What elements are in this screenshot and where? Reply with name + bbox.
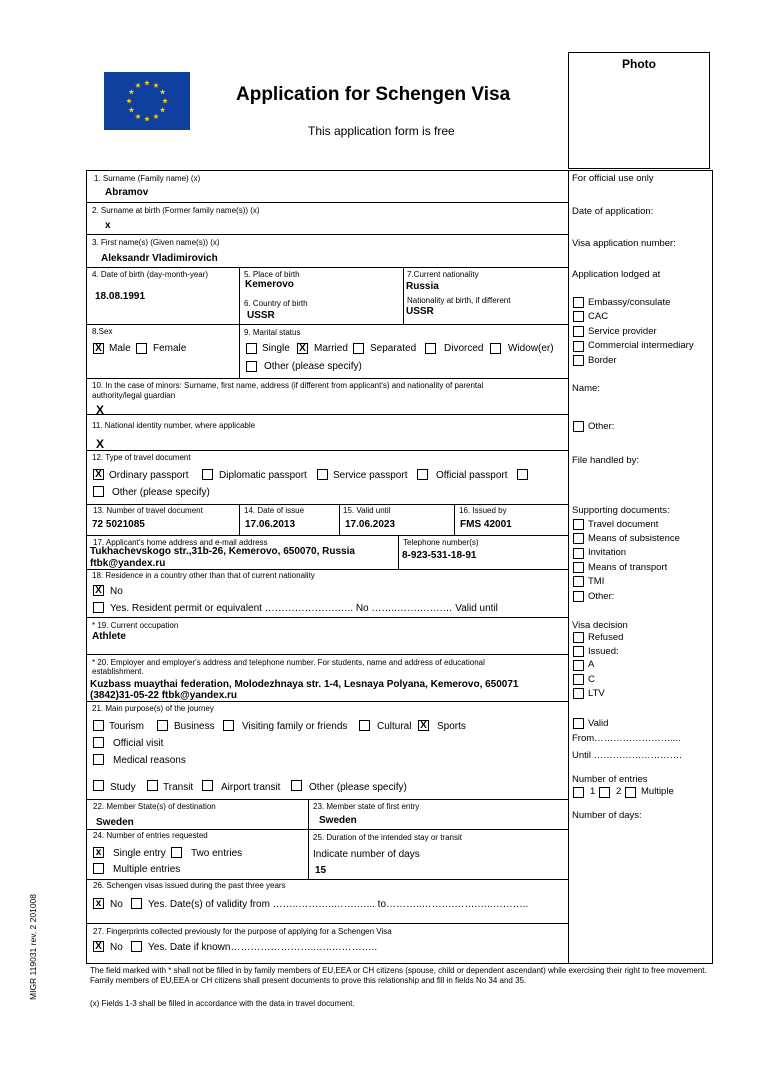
doc-official-extra-checkbox[interactable] <box>517 469 528 480</box>
eu-flag <box>104 72 190 130</box>
application-form <box>86 170 713 964</box>
official-commercial: Commercial intermediary <box>588 340 694 351</box>
official-c: C <box>588 674 595 685</box>
doc-official-checkbox[interactable] <box>417 469 428 480</box>
employer-value-1[interactable]: Kuzbass muaythai federation, Molodezhnaya str. 1-4, Lesnaya Polyana, Kemerovo, 650071 <box>90 679 519 690</box>
doc-other-checkbox[interactable] <box>93 486 104 497</box>
purpose-study-label: Study <box>110 782 136 793</box>
sex-male-label: Male <box>109 343 131 354</box>
residence-no-checkbox[interactable]: X <box>93 585 104 596</box>
purpose-cultural-checkbox[interactable] <box>359 720 370 731</box>
official-subsistence: Means of subsistence <box>588 533 680 544</box>
doc-official-label: Official passport <box>436 470 508 481</box>
doc-number-value[interactable]: 72 5021085 <box>92 519 145 530</box>
sex-female-label: Female <box>153 343 187 354</box>
national-id-value[interactable]: X <box>96 437 105 451</box>
sex-male-checkbox[interactable]: X <box>93 343 104 354</box>
marital-single-label: Single <box>262 343 290 354</box>
valid-until-label: 15. Valid until <box>343 506 391 515</box>
official-until: Until ………………………. <box>572 750 682 761</box>
entries-multiple-checkbox[interactable] <box>93 863 104 874</box>
official-date-of-application: Date of application: <box>572 206 654 217</box>
past-visas-no-checkbox[interactable]: x <box>93 898 104 909</box>
purpose-tourism-label: Tourism <box>109 721 145 732</box>
official-embassy-checkbox[interactable] <box>573 297 584 308</box>
purpose-transit-checkbox[interactable] <box>147 780 158 791</box>
fingerprints-yes-checkbox[interactable] <box>131 941 142 952</box>
official-commercial-checkbox[interactable] <box>573 341 584 352</box>
official-days: Number of days: <box>572 810 642 821</box>
entries-single-label: Single entry <box>113 848 166 859</box>
sex-label: 8.Sex <box>92 327 113 336</box>
issue-date-label: 14. Date of issue <box>244 506 305 515</box>
residence-yes-checkbox[interactable] <box>93 602 104 613</box>
purpose-visiting-checkbox[interactable] <box>223 720 234 731</box>
minor-guardian-label-1: 10. In the case of minors: Surname, first name, address (if different from applicant's) and nationality of parental <box>92 381 484 390</box>
doc-diplomatic-checkbox[interactable] <box>202 469 213 480</box>
entries-multiple-label: Multiple entries <box>113 864 181 875</box>
purpose-business-checkbox[interactable] <box>157 720 168 731</box>
page-subtitle: This application form is free <box>308 124 455 138</box>
fingerprints-no-label: No <box>110 942 123 953</box>
nationality-label: 7.Current nationality <box>407 270 479 279</box>
official-visa-number: Visa application number: <box>572 238 676 249</box>
official-other: Other: <box>588 421 615 432</box>
purpose-official-checkbox[interactable] <box>93 737 104 748</box>
entries-single-checkbox[interactable]: x <box>93 847 104 858</box>
marital-divorced-label: Divorced <box>444 343 484 354</box>
official-issued-checkbox[interactable] <box>573 646 584 657</box>
purpose-transit-label: Transit <box>163 782 194 793</box>
issued-by-label: 16. Issued by <box>459 506 507 515</box>
official-entries-2: 2 <box>616 786 622 797</box>
first-name-label: 3. First name(s) (Given name(s)) (x) <box>92 238 220 247</box>
destination-label: 22. Member State(s) of destination <box>93 802 216 811</box>
employer-label-2: establishment. <box>92 667 144 676</box>
footer-note-2: (x) Fields 1-3 shall be filled in accordance with the data in travel document. <box>90 999 355 1008</box>
phone-value[interactable]: 8-923-531-18-91 <box>402 550 477 561</box>
marital-label: 9. Marital status <box>244 328 301 337</box>
official-travel-doc: Travel document <box>588 519 659 530</box>
marital-married-label: Married <box>314 343 348 354</box>
marital-divorced-checkbox[interactable] <box>425 343 436 354</box>
official-embassy: Embassy/consulate <box>588 297 671 308</box>
purpose-visiting-label: Visiting family or friends <box>242 721 348 732</box>
official-entries-1: 1 <box>590 786 596 797</box>
official-invitation: Invitation <box>588 547 627 558</box>
official-cac-checkbox[interactable] <box>573 311 584 322</box>
country-of-birth-value[interactable]: USSR <box>247 310 275 321</box>
national-id-label: 11. National identity number, where applicable <box>92 421 256 430</box>
purpose-label: 21. Main purpose(s) of the journey <box>92 704 214 713</box>
duration-hint: Indicate number of days <box>313 849 420 860</box>
issue-date-value[interactable]: 17.06.2013 <box>245 519 296 530</box>
address-label: 17. Applicant's home address and e-mail address <box>93 538 268 547</box>
surname-at-birth-value[interactable]: x <box>105 220 111 231</box>
official-lodged-at: Application lodged at <box>572 269 661 280</box>
fingerprints-no-checkbox[interactable]: X <box>93 941 104 952</box>
residence-label: 18. Residence in a country other than that of current nationality <box>92 571 315 580</box>
phone-label: Telephone number(s) <box>403 538 479 547</box>
doc-diplomatic-label: Diplomatic passport <box>219 470 307 481</box>
first-entry-label: 23. Member state of first entry <box>313 802 420 811</box>
past-visas-no-label: No <box>110 899 123 910</box>
surname-value[interactable]: Abramov <box>105 187 149 198</box>
official-valid-checkbox[interactable] <box>573 718 584 729</box>
nationality-birth-label: Nationality at birth, if different <box>407 296 511 305</box>
official-handled-by: File handled by: <box>572 455 640 466</box>
official-ltv: LTV <box>588 688 605 699</box>
purpose-sports-label: Sports <box>437 721 466 732</box>
doc-ordinary-checkbox[interactable]: X <box>93 469 104 480</box>
first-entry-value[interactable]: Sweden <box>319 815 357 826</box>
doc-service-checkbox[interactable] <box>317 469 328 480</box>
official-subsistence-checkbox[interactable] <box>573 533 584 544</box>
purpose-cultural-label: Cultural <box>377 721 412 732</box>
destination-value[interactable]: Sweden <box>96 817 134 828</box>
official-column-divider <box>568 171 569 963</box>
country-of-birth-label: 6. Country of birth <box>244 299 308 308</box>
official-border-checkbox[interactable] <box>573 355 584 366</box>
travel-doc-type-label: 12. Type of travel document <box>92 453 191 462</box>
purpose-study-checkbox[interactable] <box>93 780 104 791</box>
official-from: From…………………….... <box>572 733 681 744</box>
doc-ordinary-label: Ordinary passport <box>109 470 189 481</box>
occupation-value[interactable]: Athlete <box>92 631 126 642</box>
employer-label-1: * 20. Employer and employer's address and telephone number. For students, name and address of educational <box>92 658 485 667</box>
purpose-other-label: Other (please specify) <box>309 782 407 793</box>
purpose-sports-checkbox[interactable]: X <box>418 720 429 731</box>
minor-guardian-value[interactable]: X <box>96 403 105 417</box>
employer-value-2[interactable]: (3842)31-05-22 ftbk@yandex.ru <box>90 690 238 701</box>
valid-until-value[interactable]: 17.06.2023 <box>345 519 396 530</box>
official-cac: CAC <box>588 311 609 322</box>
official-issued: Issued: <box>588 646 619 657</box>
doc-number-label: 13. Number of travel document <box>93 506 203 515</box>
official-entries-2-checkbox[interactable] <box>599 787 610 798</box>
past-visas-label: 26. Schengen visas issued during the past three years <box>93 881 286 890</box>
official-other2: Other: <box>588 591 615 602</box>
marital-separated-label: Separated <box>370 343 417 354</box>
past-visas-yes-checkbox[interactable] <box>131 898 142 909</box>
purpose-airport-label: Airport transit <box>221 782 281 793</box>
nationality-birth-value[interactable]: USSR <box>406 306 434 317</box>
official-supporting: Supporting documents: <box>572 505 670 516</box>
official-entries: Number of entries <box>572 774 648 785</box>
purpose-medical-label: Medical reasons <box>113 755 186 766</box>
purpose-airport-checkbox[interactable] <box>202 780 213 791</box>
entries-two-label: Two entries <box>191 848 243 859</box>
official-a-checkbox[interactable] <box>573 660 584 671</box>
official-ltv-checkbox[interactable] <box>573 688 584 699</box>
duration-label: 25. Duration of the intended stay or transit <box>313 833 462 842</box>
minor-guardian-label-2: authority/legal guardian <box>92 391 176 400</box>
official-border: Border <box>588 355 617 366</box>
official-refused: Refused <box>588 632 624 643</box>
surname-at-birth-label: 2. Surname at birth (Former family name(s)) (x) <box>92 206 260 215</box>
official-entries-multiple-checkbox[interactable] <box>625 787 636 798</box>
purpose-tourism-checkbox[interactable] <box>93 720 104 731</box>
marital-married-checkbox[interactable]: X <box>297 343 308 354</box>
official-other2-checkbox[interactable] <box>573 591 584 602</box>
surname-label: 1. Surname (Family name) (x) <box>94 174 201 183</box>
purpose-business-label: Business <box>174 721 215 732</box>
footer-note-1: The field marked with * shall not be filled in by family members of EU,EEA or CH citizens (spouse, child or dependent ascendant) while exercising their right to free movement. Family members of EU,EEA or CH citizens shall present documents to prove this relationship and fill in fields No 34 and 35. <box>90 966 707 986</box>
address-value[interactable]: Tukhachevskogo str.,31b-26, Kemerovo, 650070, Russia <box>90 546 355 557</box>
official-transport: Means of transport <box>588 562 668 573</box>
marital-other-label: Other (please specify) <box>264 361 362 372</box>
marital-other-checkbox[interactable] <box>246 361 257 372</box>
official-entries-multiple: Multiple <box>641 786 674 797</box>
fingerprints-yes-label: Yes. Date if known……………………..…..………….. <box>148 942 378 953</box>
entries-requested-label: 24. Number of entries requested <box>93 831 208 840</box>
official-travel-doc-checkbox[interactable] <box>573 519 584 530</box>
fingerprints-label: 27. Fingerprints collected previously for the purpose of applying for a Schengen Visa <box>93 927 392 936</box>
official-c-checkbox[interactable] <box>573 674 584 685</box>
doc-service-label: Service passport <box>333 470 408 481</box>
first-name-value[interactable]: Aleksandr Vladimirovich <box>101 253 218 264</box>
marital-single-checkbox[interactable] <box>246 343 257 354</box>
sex-female-checkbox[interactable] <box>136 343 147 354</box>
marital-widow-label: Widow(er) <box>508 343 554 354</box>
photo-label: Photo <box>622 57 656 71</box>
duration-value[interactable]: 15 <box>315 865 327 876</box>
official-transport-checkbox[interactable] <box>573 562 584 573</box>
residence-no-label: No <box>110 586 123 597</box>
residence-yes-label: Yes. Resident permit or equivalent ………………….….. No ……..…….…….… Valid until <box>110 603 498 614</box>
place-of-birth-value[interactable]: Kemerovo <box>245 279 294 290</box>
entries-two-checkbox[interactable] <box>171 847 182 858</box>
official-other-checkbox[interactable] <box>573 421 584 432</box>
official-decision: Visa decision <box>572 620 628 631</box>
official-tmi: TMI <box>588 576 605 587</box>
official-title: For official use only <box>572 173 654 184</box>
purpose-medical-checkbox[interactable] <box>93 754 104 765</box>
page-title: Application for Schengen Visa <box>236 84 511 105</box>
official-a: A <box>588 659 595 670</box>
place-of-birth-label: 5. Place of birth <box>244 270 300 279</box>
official-tmi-checkbox[interactable] <box>573 576 584 587</box>
official-invitation-checkbox[interactable] <box>573 548 584 559</box>
doc-other-label: Other (please specify) <box>112 487 210 498</box>
nationality-value[interactable]: Russia <box>406 281 439 292</box>
dob-label: 4. Date of birth (day-month-year) <box>92 270 209 279</box>
official-entries-1-checkbox[interactable] <box>573 787 584 798</box>
official-name: Name: <box>572 383 600 394</box>
official-service-provider-checkbox[interactable] <box>573 326 584 337</box>
marital-separated-checkbox[interactable] <box>353 343 364 354</box>
official-refused-checkbox[interactable] <box>573 632 584 643</box>
marital-widow-checkbox[interactable] <box>490 343 501 354</box>
occupation-label: * 19. Current occupation <box>92 621 179 630</box>
email-value[interactable]: ftbk@yandex.ru <box>90 558 166 569</box>
photo-box <box>568 52 710 169</box>
purpose-official-label: Official visit <box>113 738 164 749</box>
issued-by-value[interactable]: FMS 42001 <box>460 519 512 530</box>
official-valid: Valid <box>588 718 609 729</box>
purpose-other-checkbox[interactable] <box>291 780 302 791</box>
past-visas-yes-label: Yes. Date(s) of validity from ……..………..…….…... to………..……….…….…..……….. <box>148 899 529 910</box>
form-code: MIGR 119031 rev. 2 201008 <box>28 893 38 1000</box>
dob-value[interactable]: 18.08.1991 <box>95 291 146 302</box>
official-service-provider: Service provider <box>588 326 657 337</box>
